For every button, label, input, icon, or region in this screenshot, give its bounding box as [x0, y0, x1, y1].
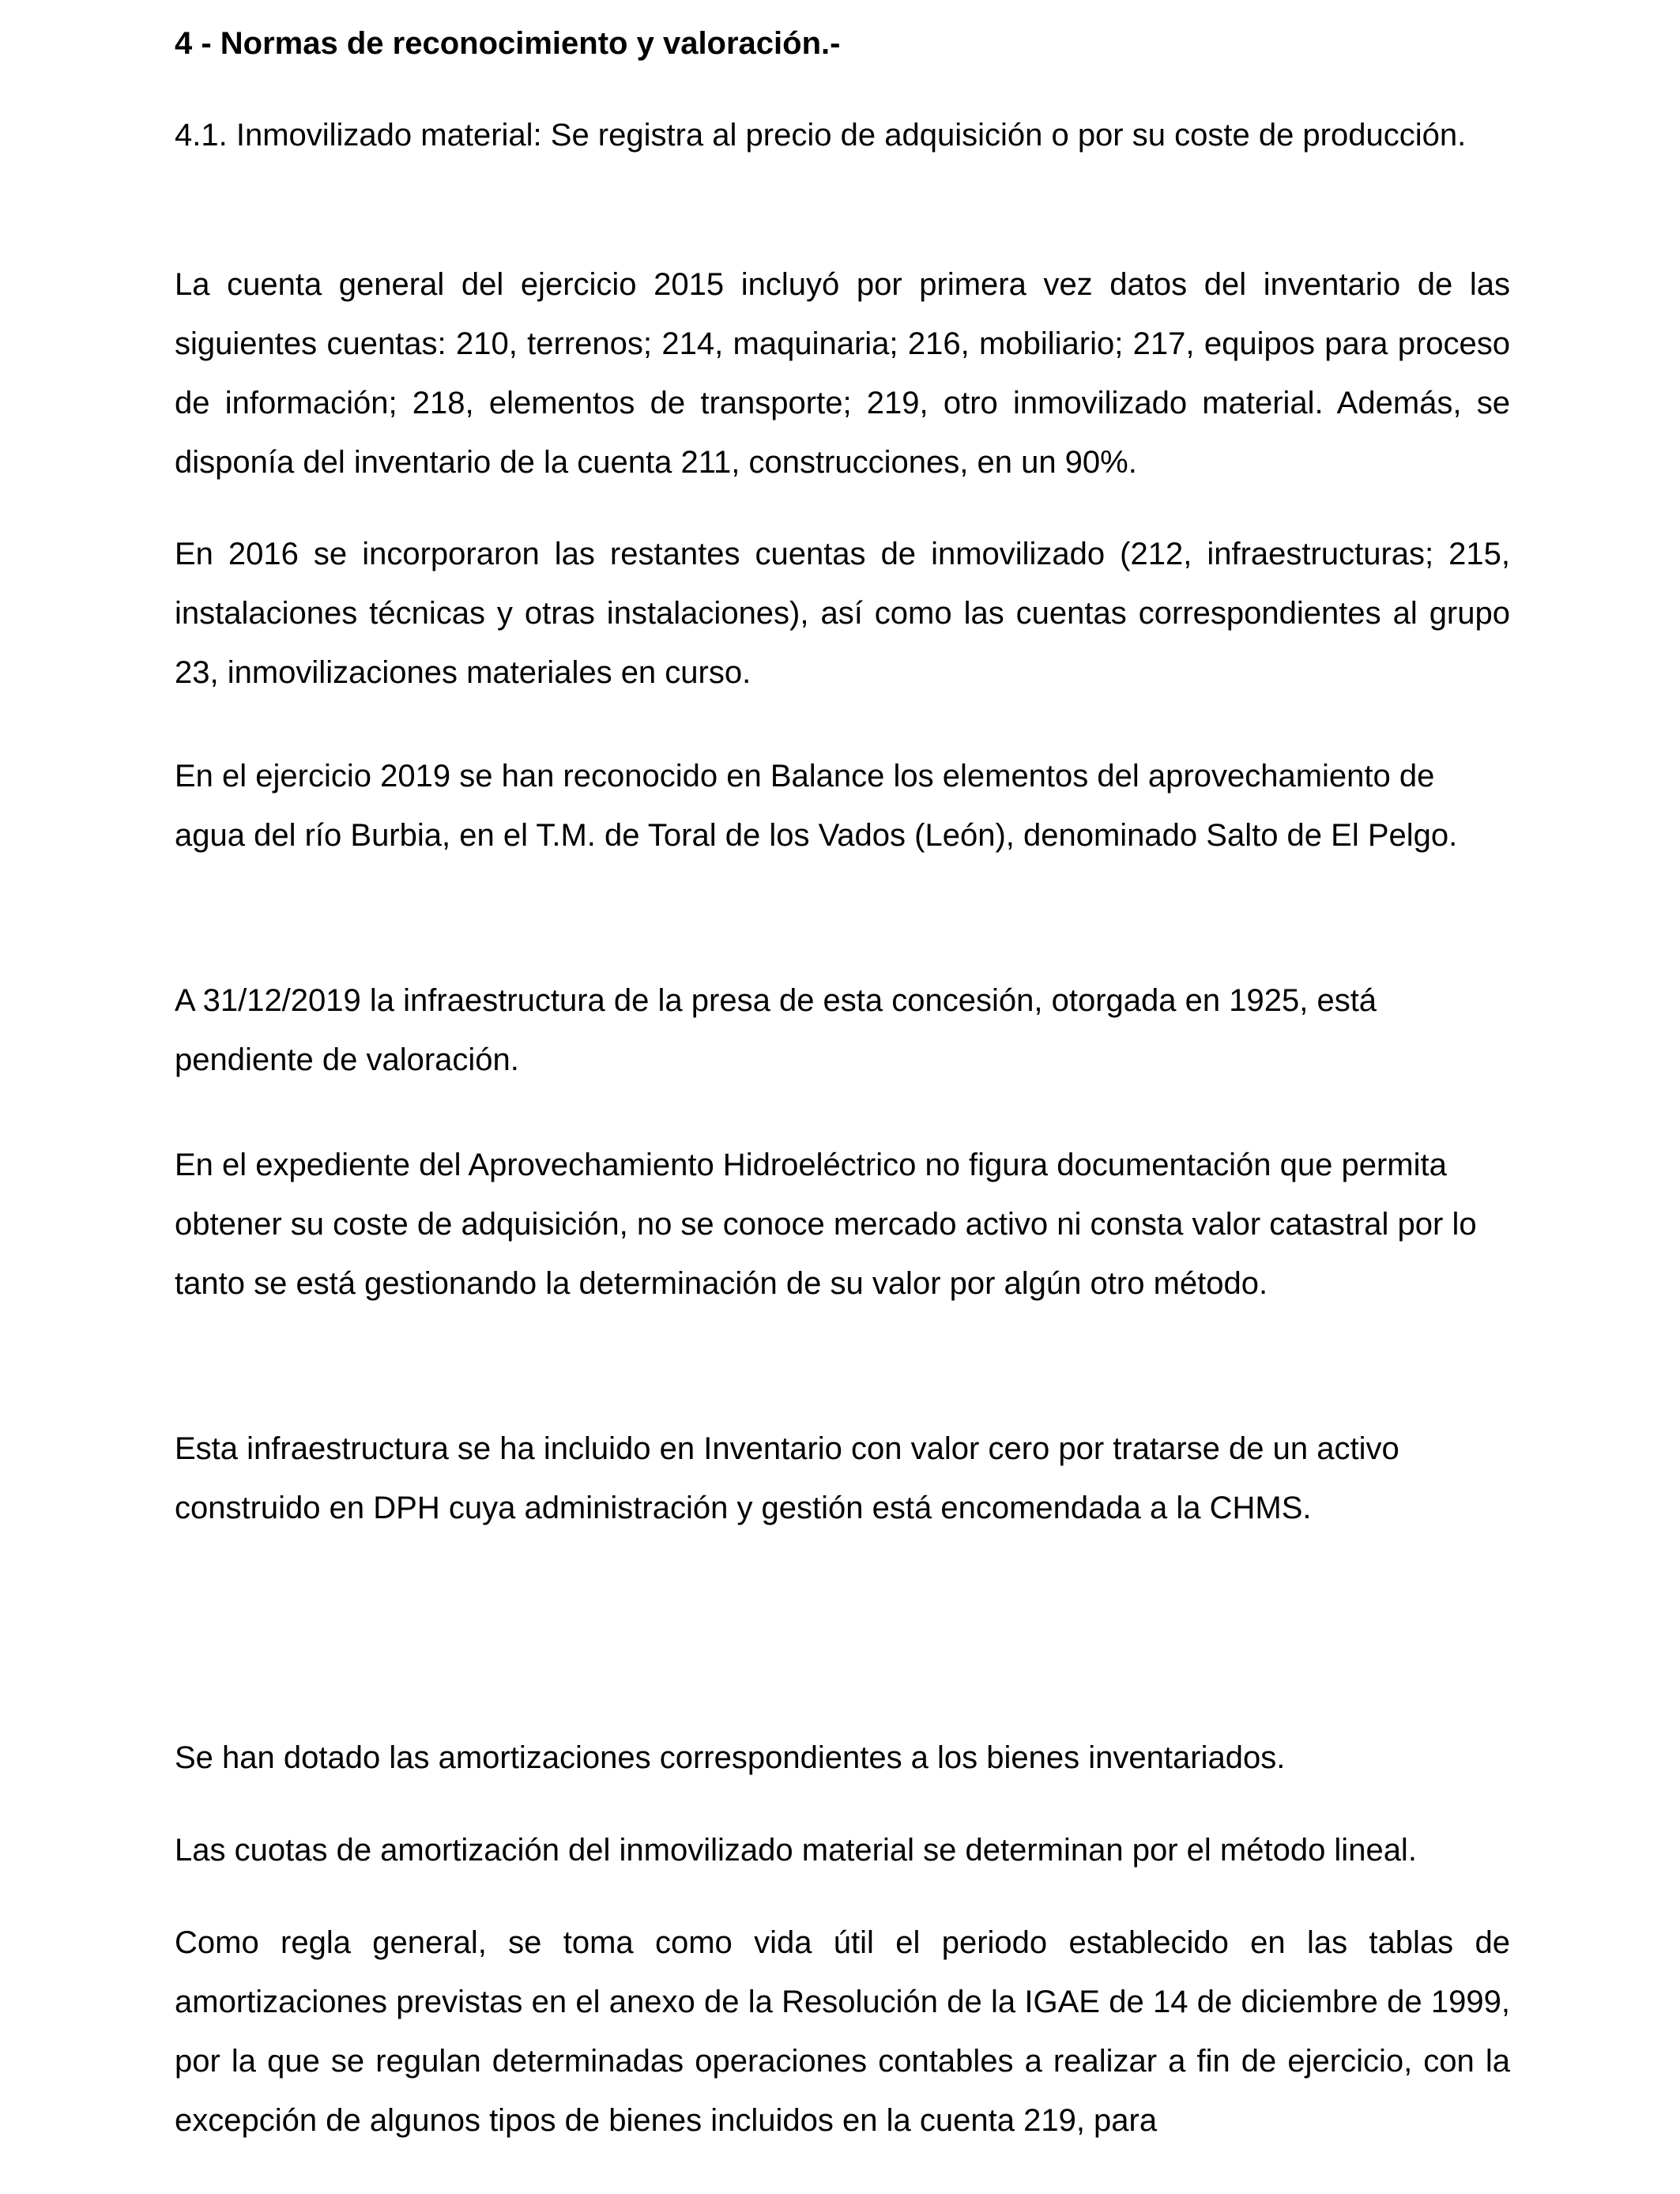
paragraph-incorporacion-2016: En 2016 se incorporaron las restantes cuentas de inmovilizado (212, infraestructuras; 215, instalaciones técnicas y otras instalaciones), así como las cuentas correspondientes al grupo 23, inmovilizaciones materiales en curso.: [175, 537, 1510, 690]
paragraph-presa-valoracion: A 31/12/2019 la infraestructura de la presa de esta concesión, otorgada en 1925, está pendiente de valoración.: [175, 983, 1377, 1077]
paragraph-expediente-aprovechamiento: En el expediente del Aprovechamiento Hidroeléctrico no figura documentación que permita obtener su coste de adquisición, no se conoce mercado activo ni consta valor catastral por lo tanto se está gestionando la determinación de su valor por algún otro método.: [175, 1148, 1477, 1301]
paragraph-vida-util: Como regla general, se toma como vida útil el periodo establecido en las tablas de amortizaciones previstas en el anexo de la Resolución de la IGAE de 14 de diciembre de 1999, por la que se regulan determinadas operaciones contables a realizar a fin de ejercicio, con la excepción de algunos tipos de bienes incluidos en la cuenta 219, para: [175, 1925, 1510, 2138]
paragraph-cuenta-general-2015: La cuenta general del ejercicio 2015 incluyó por primera vez datos del inventario de las siguientes cuentas: 210, terrenos; 214, maquinaria; 216, mobiliario; 217, equipos para proceso de información; 218, elementos de transporte; 219, otro inmovilizado material. Además, se disponía del inventario de la cuenta 211, construcciones, en un 90%.: [175, 267, 1510, 480]
section-heading: 4 - Normas de reconocimiento y valoración.-: [175, 26, 841, 61]
paragraph-amortizaciones-dotadas: Se han dotado las amortizaciones correspondientes a los bienes inventariados.: [175, 1740, 1286, 1775]
paragraph-metodo-lineal: Las cuotas de amortización del inmovilizado material se determinan por el método lineal.: [175, 1833, 1417, 1868]
paragraph-inmovilizado-material: 4.1. Inmovilizado material: Se registra al precio de adquisición o por su coste de producción.: [175, 118, 1467, 153]
paragraph-ejercicio-2019: En el ejercicio 2019 se han reconocido en Balance los elementos del aprovechamiento de agua del río Burbia, en el T.M. de Toral de los Vados (León), denominado Salto de El Pelgo.: [175, 759, 1458, 853]
paragraph-inventario-valor-cero: Esta infraestructura se ha incluido en Inventario con valor cero por tratarse de un activo construido en DPH cuya administración y gestión está encomendada a la CHMS.: [175, 1431, 1399, 1525]
